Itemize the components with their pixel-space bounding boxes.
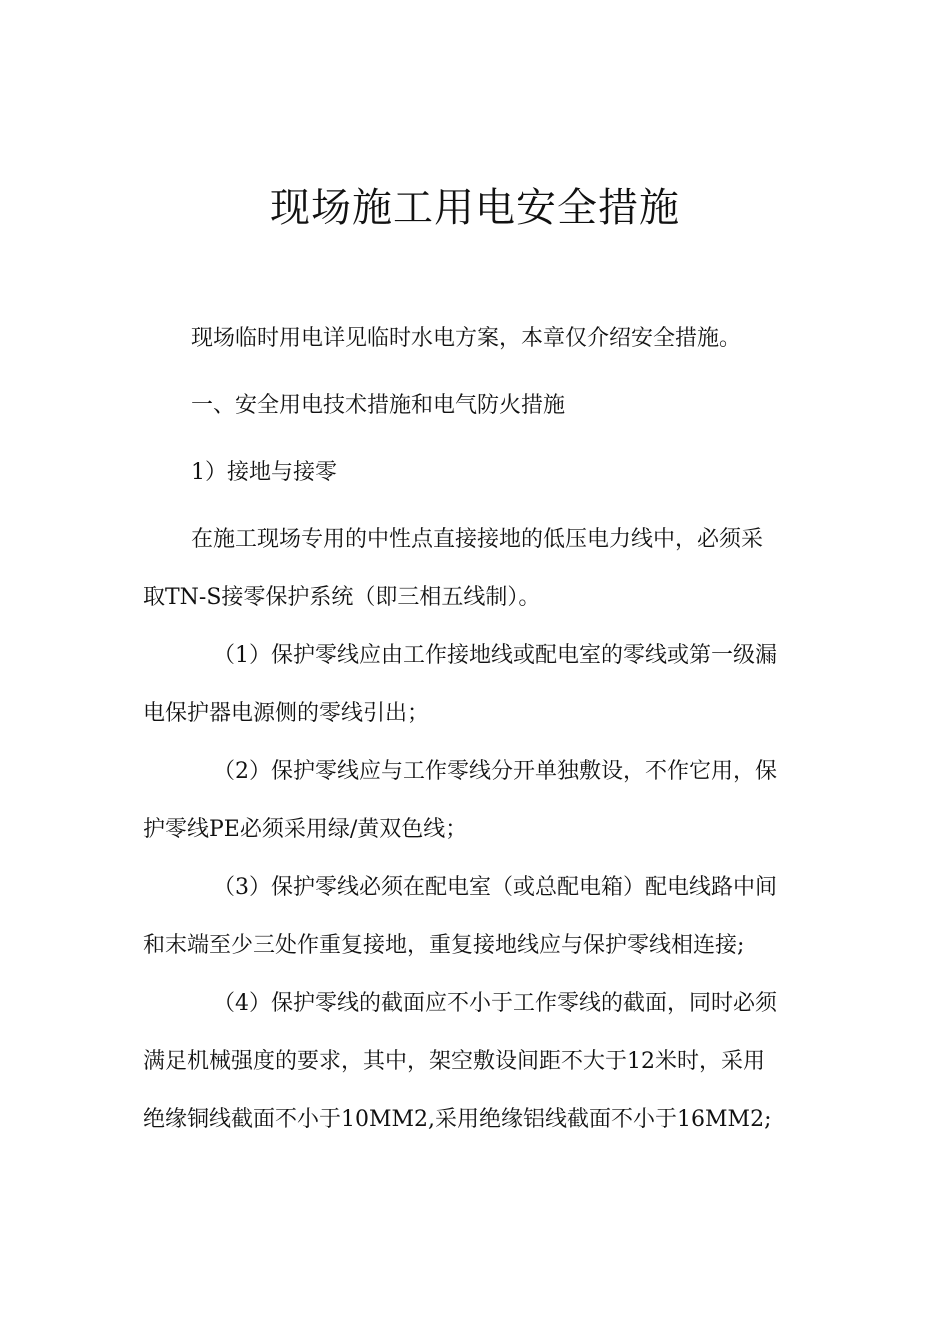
list-item-4-line-3: 绝缘铜线截面不小于10MM2,采用绝缘铝线截面不小于16MM2; xyxy=(143,1107,772,1132)
list-item-1 xyxy=(143,627,808,743)
list-item-2 xyxy=(143,743,808,859)
tn-s-paragraph-line-2: 取TN-S接零保护系统（即三相五线制）。 xyxy=(143,585,541,610)
section-heading: 一、安全用电技术措施和电气防火措施 xyxy=(191,393,566,418)
list-item-1-line-1: （1）保护零线应由工作接地线或配电室的零线或第一级漏 xyxy=(213,643,777,668)
list-item-4-line-2: 满足机械强度的要求，其中，架空敷设间距不大于12米时，采用 xyxy=(143,1049,765,1074)
tn-s-paragraph xyxy=(143,511,808,627)
list-item-3-line-2: 和末端至少三处作重复接地，重复接地线应与保护零线相连接; xyxy=(143,933,745,958)
list-item-1-line-2: 电保护器电源侧的零线引出； xyxy=(143,701,430,726)
list-item-4 xyxy=(143,975,808,1149)
intro-paragraph: 现场临时用电详见临时水电方案，本章仅介绍安全措施。 xyxy=(191,326,742,351)
list-item-4-line-1: （4）保护零线的截面应不小于工作零线的截面，同时必须 xyxy=(213,991,777,1016)
list-item-3-line-1: （3）保护零线必须在配电室（或总配电箱）配电线路中间 xyxy=(213,875,777,900)
tn-s-paragraph-line-1: 在施工现场专用的中性点直接接地的低压电力线中，必须采 xyxy=(191,527,764,552)
list-item-3 xyxy=(143,859,808,975)
list-item-2-line-2: 护零线PE必须采用绿/黄双色线； xyxy=(143,817,468,842)
list-item-2-line-1: （2）保护零线应与工作零线分开单独敷设，不作它用，保 xyxy=(213,759,777,784)
document-title: 现场施工用电安全措施 xyxy=(270,185,680,231)
subsection-heading: 1）接地与接零 xyxy=(191,460,337,485)
